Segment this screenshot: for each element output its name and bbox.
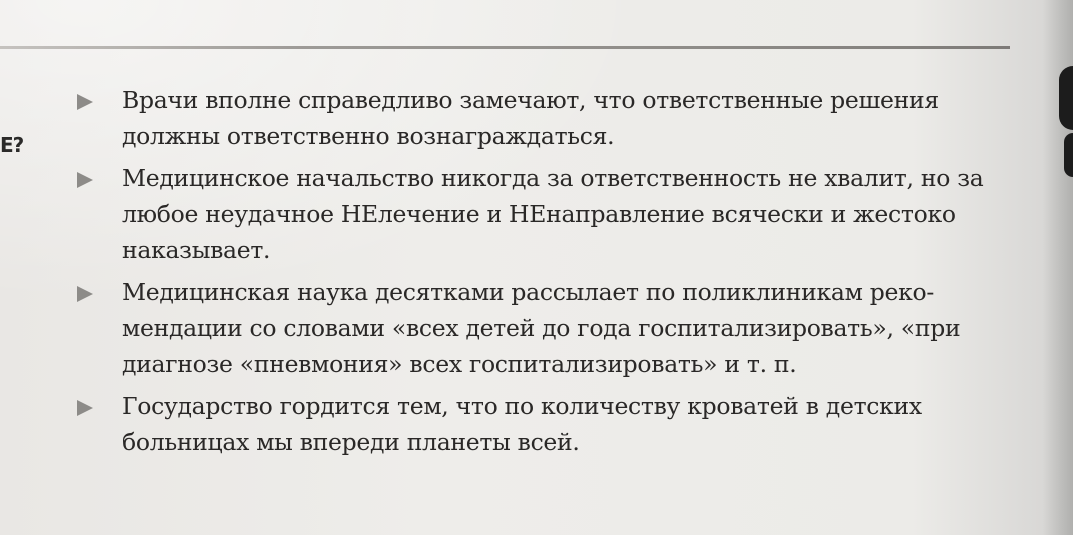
list-item xyxy=(74,388,1019,460)
list-item-text: Врачи вполне справедливо замечают, что ответственные решения должны ответственно вознаграждаться. xyxy=(122,86,939,150)
list-item-text: Медицинское начальство никогда за ответственность не хвалит, но за любое неудачное НЕлечение и НЕнаправление всячески и жестоко наказывает. xyxy=(122,164,984,264)
triangle-bullet-icon xyxy=(77,286,93,302)
list-item xyxy=(74,160,1019,268)
header-rule xyxy=(0,46,1010,49)
list-item-text: Государство гордится тем, что по количеству кроватей в детских больницах мы впереди планеты всей. xyxy=(122,392,922,456)
list-item xyxy=(74,274,1019,382)
triangle-bullet-icon xyxy=(77,172,93,188)
triangle-bullet-icon xyxy=(77,94,93,110)
margin-fragment: E? xyxy=(0,133,24,157)
list-item xyxy=(74,82,1019,154)
edge-mark-top xyxy=(1059,66,1073,130)
bullet-list xyxy=(74,82,1019,466)
list-item-text: Медицинская наука десятками рассылает по поликлиникам реко-мендации со словами «всех детей до года госпитализировать», «при диагнозе «пневмония» всех госпитализировать» и т. п. xyxy=(122,278,961,378)
edge-mark-middle xyxy=(1064,133,1073,177)
triangle-bullet-icon xyxy=(77,400,93,416)
